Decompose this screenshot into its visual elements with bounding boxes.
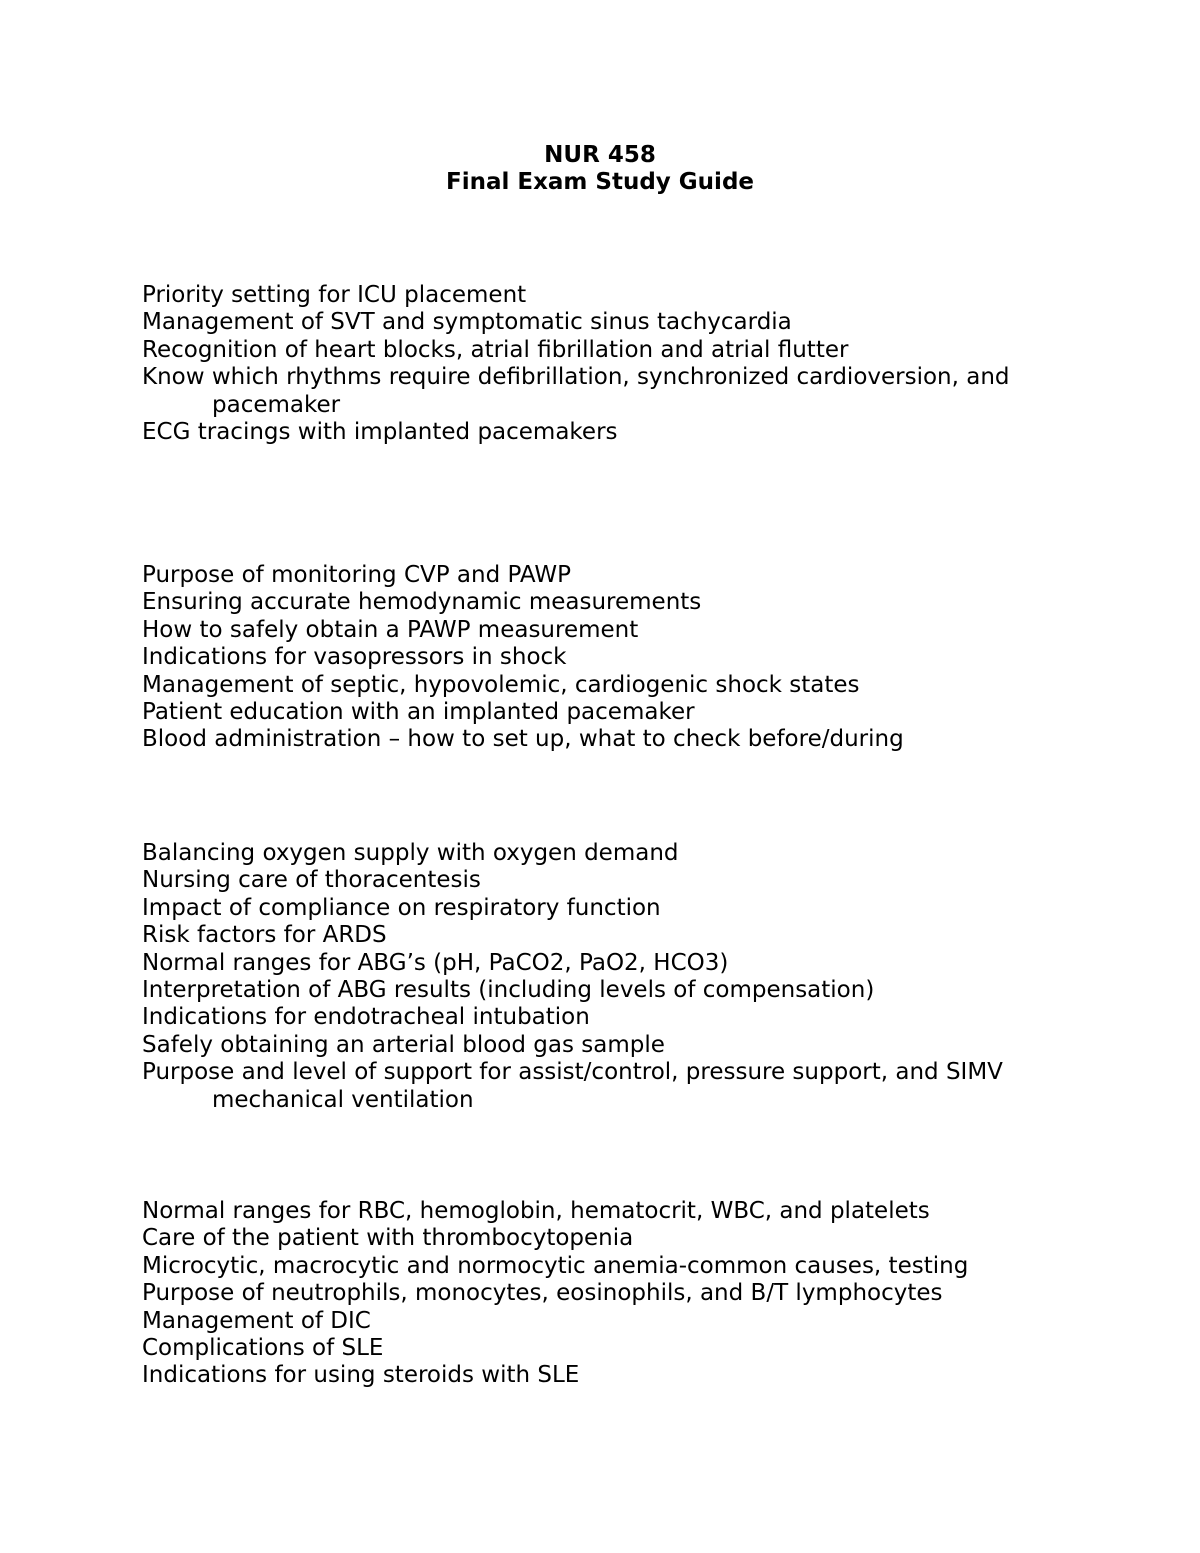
topic-list-cardiac-rhythms [142,282,1142,446]
study-topic-text: Risk factors for ARDS [142,922,387,949]
study-topic-text: Patient education with an implanted pacemaker [142,699,695,726]
study-topic-item [142,1308,1142,1335]
course-title: NUR 458 [544,142,656,168]
study-topic-item [142,1362,1142,1389]
study-topic-item [142,840,1142,867]
study-topic-text: Nursing care of thoracentesis [142,867,481,894]
study-topic-continuation: pacemaker [212,391,341,418]
study-topic-item [142,1335,1142,1362]
study-topic-text: How to safely obtain a PAWP measurement [142,616,639,643]
study-topic-item [142,950,1142,977]
study-topic-item [142,562,1142,589]
study-topic-text: Impact of compliance on respiratory function [142,894,661,921]
study-topic-text: Management of septic, hypovolemic, cardiogenic shock states [142,671,860,698]
study-topic-item [142,1059,1142,1114]
study-topic-text: Interpretation of ABG results (including levels of compensation) [142,977,875,1004]
topic-list-hemodynamics-shock [142,562,1142,754]
study-topic-item [142,364,1142,419]
study-topic-item [142,1004,1142,1031]
study-topic-item [142,1253,1142,1280]
study-topic-text: Microcytic, macrocytic and normocytic anemia-common causes, testing [142,1252,969,1279]
study-topic-text: Recognition of heart blocks, atrial fibrillation and atrial flutter [142,336,849,363]
study-topic-text: Normal ranges for ABG’s (pH, PaCO2, PaO2, HCO3) [142,949,729,976]
study-topic-item [142,419,1142,446]
study-topic-item [142,726,1142,753]
study-topic-text: Know which rhythms require defibrillation, synchronized cardioversion, and [142,364,1010,391]
study-topic-item [142,644,1142,671]
study-topic-item [142,282,1142,309]
study-topic-text: Management of DIC [142,1307,371,1334]
study-topic-item [142,337,1142,364]
study-topic-item [142,672,1142,699]
study-topic-text: Complications of SLE [142,1335,384,1362]
topic-list-respiratory [142,840,1142,1114]
study-topic-item [142,867,1142,894]
study-topic-item [142,617,1142,644]
study-topic-text: Blood administration – how to set up, what to check before/during [142,726,904,753]
study-topic-item [142,699,1142,726]
study-topic-text: Normal ranges for RBC, hemoglobin, hematocrit, WBC, and platelets [142,1198,930,1224]
study-topic-text: Management of SVT and symptomatic sinus tachycardia [142,309,792,336]
study-topic-text: Ensuring accurate hemodynamic measurements [142,589,702,616]
study-topic-text: Safely obtaining an arterial blood gas sample [142,1031,665,1058]
study-topic-text: Indications for endotracheal intubation [142,1004,590,1031]
study-topic-text: Priority setting for ICU placement [142,282,527,308]
study-topic-text: Purpose of neutrophils, monocytes, eosinophils, and B/T lymphocytes [142,1280,943,1307]
study-topic-item [142,309,1142,336]
study-topic-continuation: mechanical ventilation [212,1086,474,1113]
study-topic-text: ECG tracings with implanted pacemakers [142,419,618,446]
study-topic-item [142,895,1142,922]
topic-list-hematology-immunology [142,1198,1142,1390]
study-topic-item [142,1225,1142,1252]
study-topic-item [142,922,1142,949]
study-topic-text: Indications for vasopressors in shock [142,644,567,671]
study-topic-item [142,1032,1142,1059]
study-topic-text: Purpose of monitoring CVP and PAWP [142,562,572,588]
study-topic-item [142,589,1142,616]
study-topic-text: Purpose and level of support for assist/control, pressure support, and SIMV [142,1059,1003,1086]
study-topic-item [142,977,1142,1004]
study-topic-item [142,1198,1142,1225]
document-subtitle: Final Exam Study Guide [445,169,755,195]
study-topic-item [142,1280,1142,1307]
study-topic-text: Care of the patient with thrombocytopenia [142,1225,634,1252]
study-topic-text: Indications for using steroids with SLE [142,1362,580,1389]
study-topic-text: Balancing oxygen supply with oxygen demand [142,840,679,866]
